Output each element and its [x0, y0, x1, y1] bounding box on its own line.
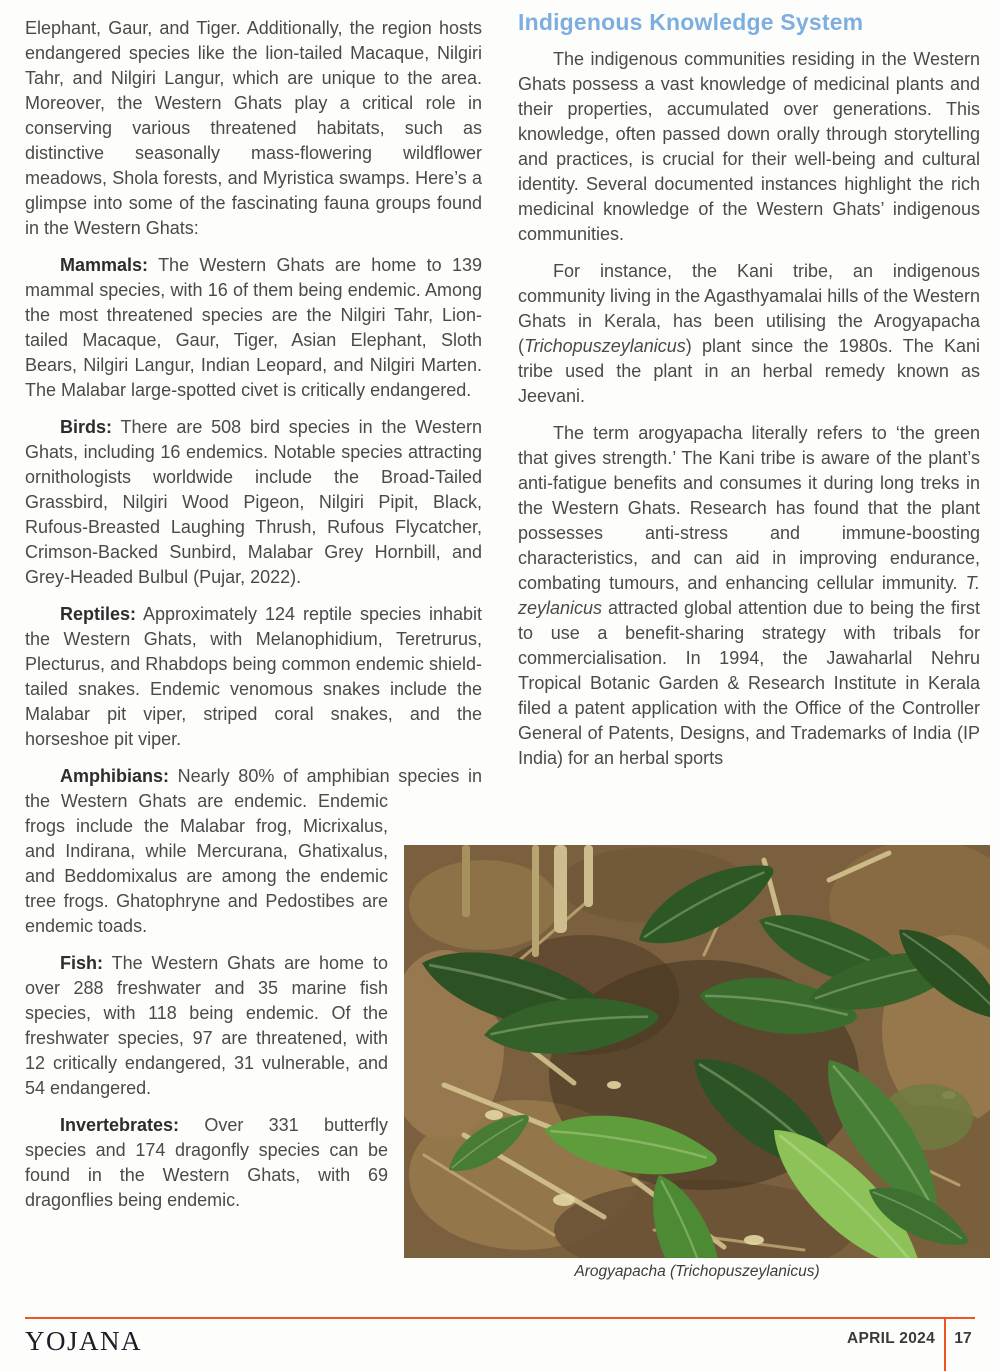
- invertebrates-label: Invertebrates:: [60, 1115, 180, 1135]
- paragraph-intro: Elephant, Gaur, and Tiger. Additionally, the region hosts endangered species like the lion-tailed Macaque, Nilgiri Tahr, and Nilgiri Langur, which are unique to the area. Moreover, the Western Ghats play a critical role in conserving various threatened habitats, such as distinctive seasonally mass-flowering wildflower meadows, Shola forests, and Myristica swamps. Here’s a glimpse into some of the fascinating fauna groups found in the Western Ghats:: [25, 18, 482, 238]
- issue-date: APRIL 2024: [846, 1330, 935, 1347]
- arogyapacha-photo-illustration: [404, 845, 990, 1258]
- arogyapacha-taxon-italic: T. zeylanicus: [518, 573, 980, 618]
- footer-rule: [25, 1317, 975, 1319]
- photo-caption: Arogyapacha (Trichopuszeylanicus): [574, 1263, 820, 1280]
- fish-text: The Western Ghats are home to over 288 freshwater and 35 marine fish species, with 118 being endemic. Of the freshwater species, 97 are threatened, with 12 critically endangered, 31 vulnerable, and 54 endangered.: [25, 953, 388, 1098]
- invertebrates-text: Over 331 butterfly species and 174 dragonfly species can be found in the Western Ghats, with 69 dragonflies being endemic.: [25, 1115, 388, 1210]
- kani-text-1: For instance, the Kani tribe, an indigenous community living in the Agasthyamalai hills of the Western Ghats in Kerala, has been utilising the Arogyapacha (: [518, 261, 980, 356]
- reptiles-text: Approximately 124 reptile species inhabit the Western Ghats, with Melanophidium, Teretrurus, Plecturus, and Rhabdops being common endemic shield-tailed snakes. Endemic venomous snakes include the Malabar pit viper, striped coral snakes, and the horseshoe pit viper.: [25, 604, 482, 749]
- section-heading: Indigenous Knowledge System: [518, 9, 864, 35]
- amphibians-label: Amphibians:: [60, 766, 170, 786]
- mammals-label: Mammals:: [60, 255, 149, 275]
- paragraph-arogyapacha: [518, 421, 980, 771]
- kani-taxon-italic: Trichopuszeylanicus: [524, 336, 686, 356]
- birds-label: Birds:: [60, 417, 113, 437]
- paragraph-birds: [25, 415, 482, 590]
- paragraph-mammals: [25, 253, 482, 403]
- reptiles-label: Reptiles:: [60, 604, 137, 624]
- amphibians-text: Nearly 80% of amphibian species in the Western Ghats are endemic. Endemic frogs include the Malabar frog, Micrixalus, and Indirana, while Mercurana, Ghatixalus, and Beddomixalus are among the endemic tree frogs. Ghatophryne and Pedostibes are endemic toads.: [25, 766, 482, 936]
- paragraph-indigenous: The indigenous communities residing in the Western Ghats possess a vast knowledge of medicinal plants and their properties, accumulated over generations. This knowledge, often passed down orally through storytelling and practices, is crucial for their well-being and cultural identity. Several documented instances highlight the rich medicinal knowledge of the Western Ghats’ indigenous communities.: [518, 49, 980, 244]
- arogyapacha-text-1: The term arogyapacha literally refers to ‘the green that gives strength.’ The Kani tribe is aware of the plant’s anti-fatigue benefits and consumes it during long treks in the Western Ghats. Research has found that the plant possesses anti-stress and immune-boosting characteristics, and can aid in improving endurance, combating tumours, and enhancing cellular immunity.: [518, 423, 980, 593]
- birds-text: There are 508 bird species in the Western Ghats, including 16 endemics. Notable species attracting ornithologists worldwide include the Broad-Tailed Grassbird, Nilgiri Wood Pigeon, Nilgiri Pipit, Black, Rufous-Breasted Laughing Thrush, Rufous Flycatcher, Crimson-Backed Sunbird, Malabar Grey Hornbill, and Grey-Headed Bulbul (Pujar, 2022).: [25, 417, 482, 587]
- kani-text-2: ) plant since the 1980s. The Kani tribe used the plant in an herbal remedy known as Jeevani.: [518, 336, 980, 406]
- paragraph-kani-tribe: [518, 259, 980, 409]
- right-column: [518, 10, 980, 783]
- arogyapacha-photo: [404, 845, 990, 1258]
- page-number: 17: [954, 1330, 972, 1347]
- paragraph-reptiles: [25, 602, 482, 752]
- magazine-title: YOJANA: [25, 1326, 142, 1356]
- fish-label: Fish:: [60, 953, 103, 973]
- mammals-text: The Western Ghats are home to 139 mammal species, with 16 of them being endemic. Among the most threatened species are the Nilgiri Tahr, Lion-tailed Macaque, Gaur, Tiger, Asian Elephant, Sloth Bears, Nilgiri Langur, Indian Leopard, and Nilgiri Marten. The Malabar large-spotted civet is critically endangered.: [25, 255, 482, 400]
- arogyapacha-text-2: attracted global attention due to being the first to use a benefit-sharing strategy with tribals for commercialisation. In 1994, the Jawaharlal Nehru Tropical Botanic Garden & Research Institute in Kerala filed a patent application with the Office of the Controller General of Patents, Designs, and Trademarks of India (IP India) for an herbal sports: [518, 598, 980, 768]
